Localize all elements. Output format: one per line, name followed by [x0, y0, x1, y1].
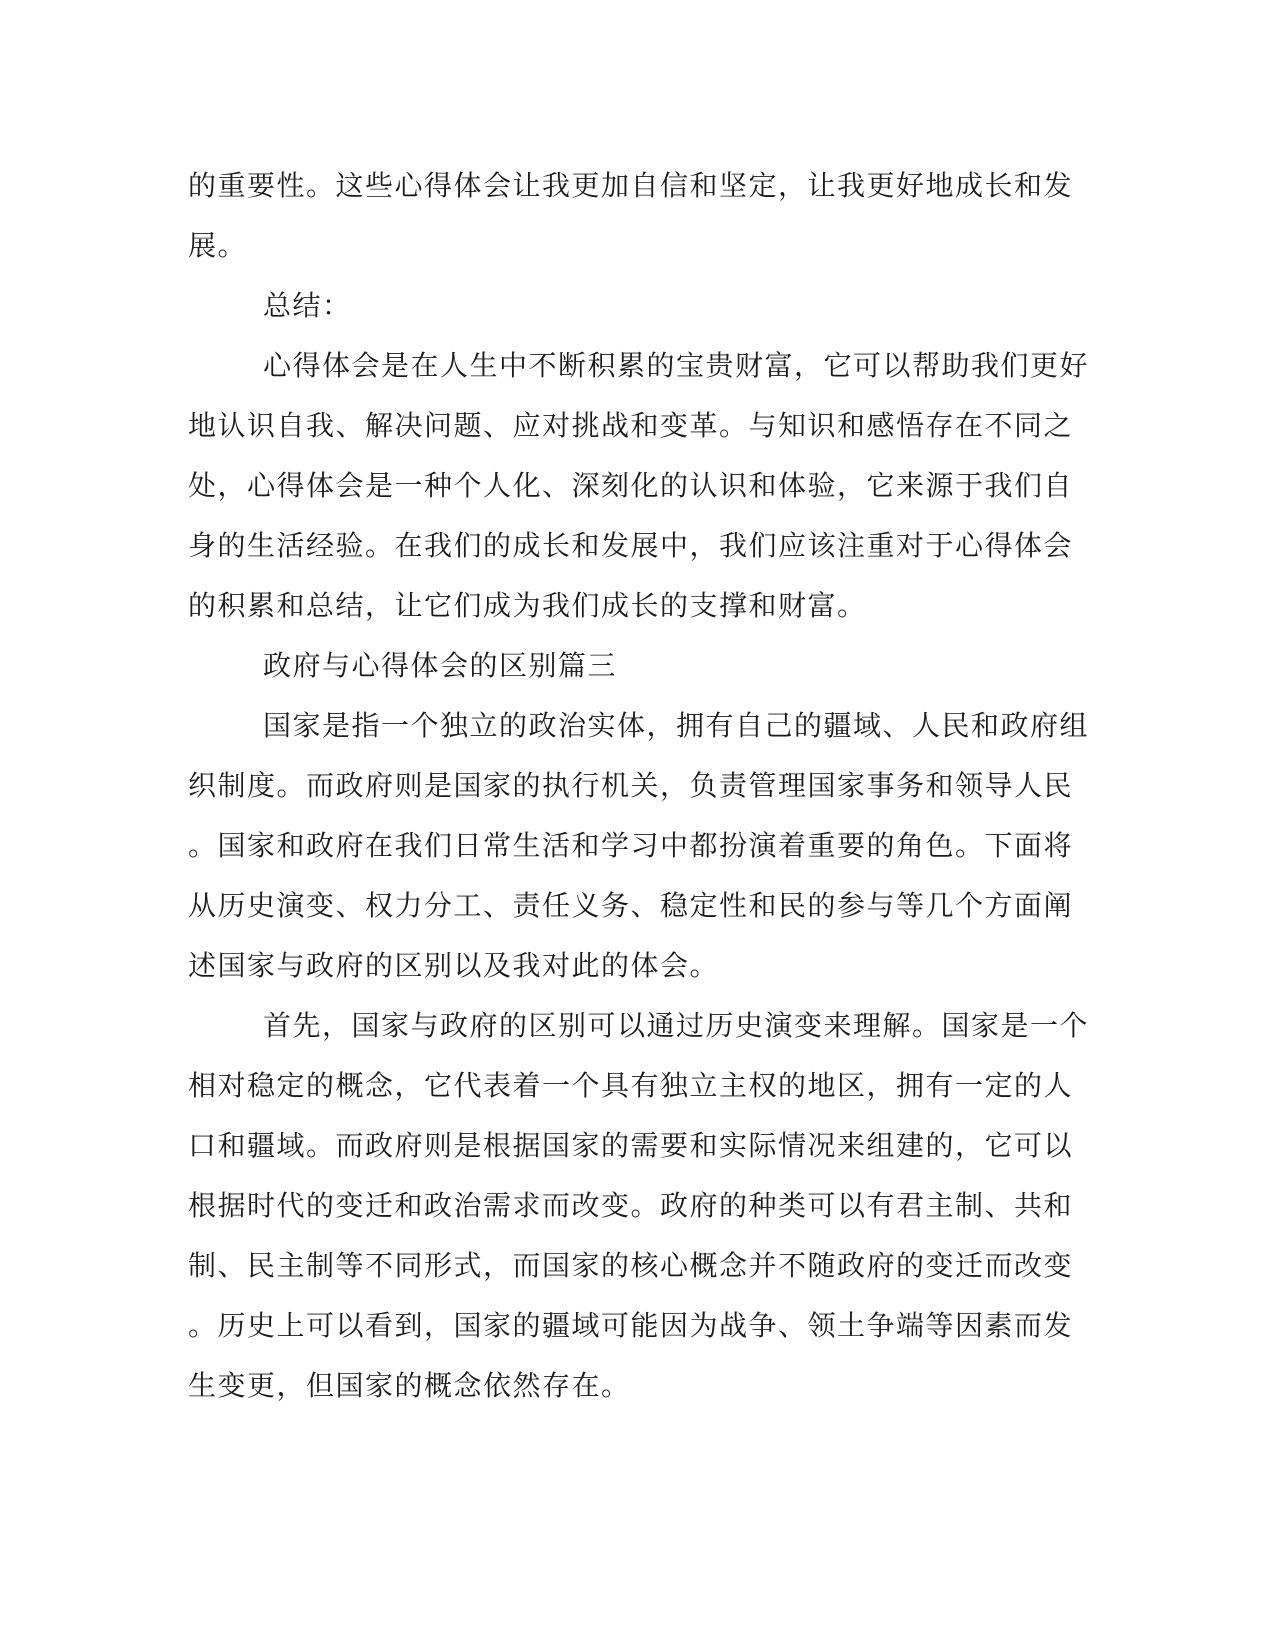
paragraph-start: 国家是指一个独立的政治实体，拥有自己的疆域、人民和政府组 — [263, 709, 1090, 742]
text-line: 织制度。而政府则是国家的执行机关，负责管理国家事务和领导人民 — [188, 769, 1074, 802]
section-heading: 总结： — [263, 289, 352, 322]
paragraph-start: 心得体会是在人生中不断积累的宝贵财富，它可以帮助我们更好 — [263, 349, 1090, 382]
text-line: 地认识自我、解决问题、应对挑战和变革。与知识和感悟存在不同之 — [188, 409, 1074, 442]
text-line: 从历史演变、权力分工、责任义务、稳定性和民的参与等几个方面阐 — [188, 889, 1074, 922]
text-line: 生变更，但国家的概念依然存在。 — [188, 1369, 631, 1402]
text-line: 。历史上可以看到，国家的疆域可能因为战争、领土争端等因素而发 — [188, 1309, 1074, 1342]
text-line: 根据时代的变迁和政治需求而改变。政府的种类可以有君主制、共和 — [188, 1189, 1074, 1222]
text-line: 的重要性。这些心得体会让我更加自信和坚定，让我更好地成长和发 — [188, 169, 1074, 202]
text-line: 述国家与政府的区别以及我对此的体会。 — [188, 949, 720, 982]
text-line: 身的生活经验。在我们的成长和发展中，我们应该注重对于心得体会 — [188, 529, 1074, 562]
text-line: 相对稳定的概念，它代表着一个具有独立主权的地区，拥有一定的人 — [188, 1069, 1074, 1102]
text-line: 口和疆域。而政府则是根据国家的需要和实际情况来组建的，它可以 — [188, 1129, 1074, 1162]
text-line: 。国家和政府在我们日常生活和学习中都扮演着重要的角色。下面将 — [188, 829, 1074, 862]
paragraph-start: 首先，国家与政府的区别可以通过历史演变来理解。国家是一个 — [263, 1009, 1090, 1042]
document-body — [188, 156, 1090, 1416]
text-line: 制、民主制等不同形式，而国家的核心概念并不随政府的变迁而改变 — [188, 1249, 1074, 1282]
text-line: 展。 — [188, 229, 248, 262]
text-line: 的积累和总结，让它们成为我们成长的支撑和财富。 — [188, 589, 867, 622]
text-line: 处，心得体会是一种个人化、深刻化的认识和体验，它来源于我们自 — [188, 469, 1074, 502]
section-title: 政府与心得体会的区别篇三 — [263, 649, 618, 682]
